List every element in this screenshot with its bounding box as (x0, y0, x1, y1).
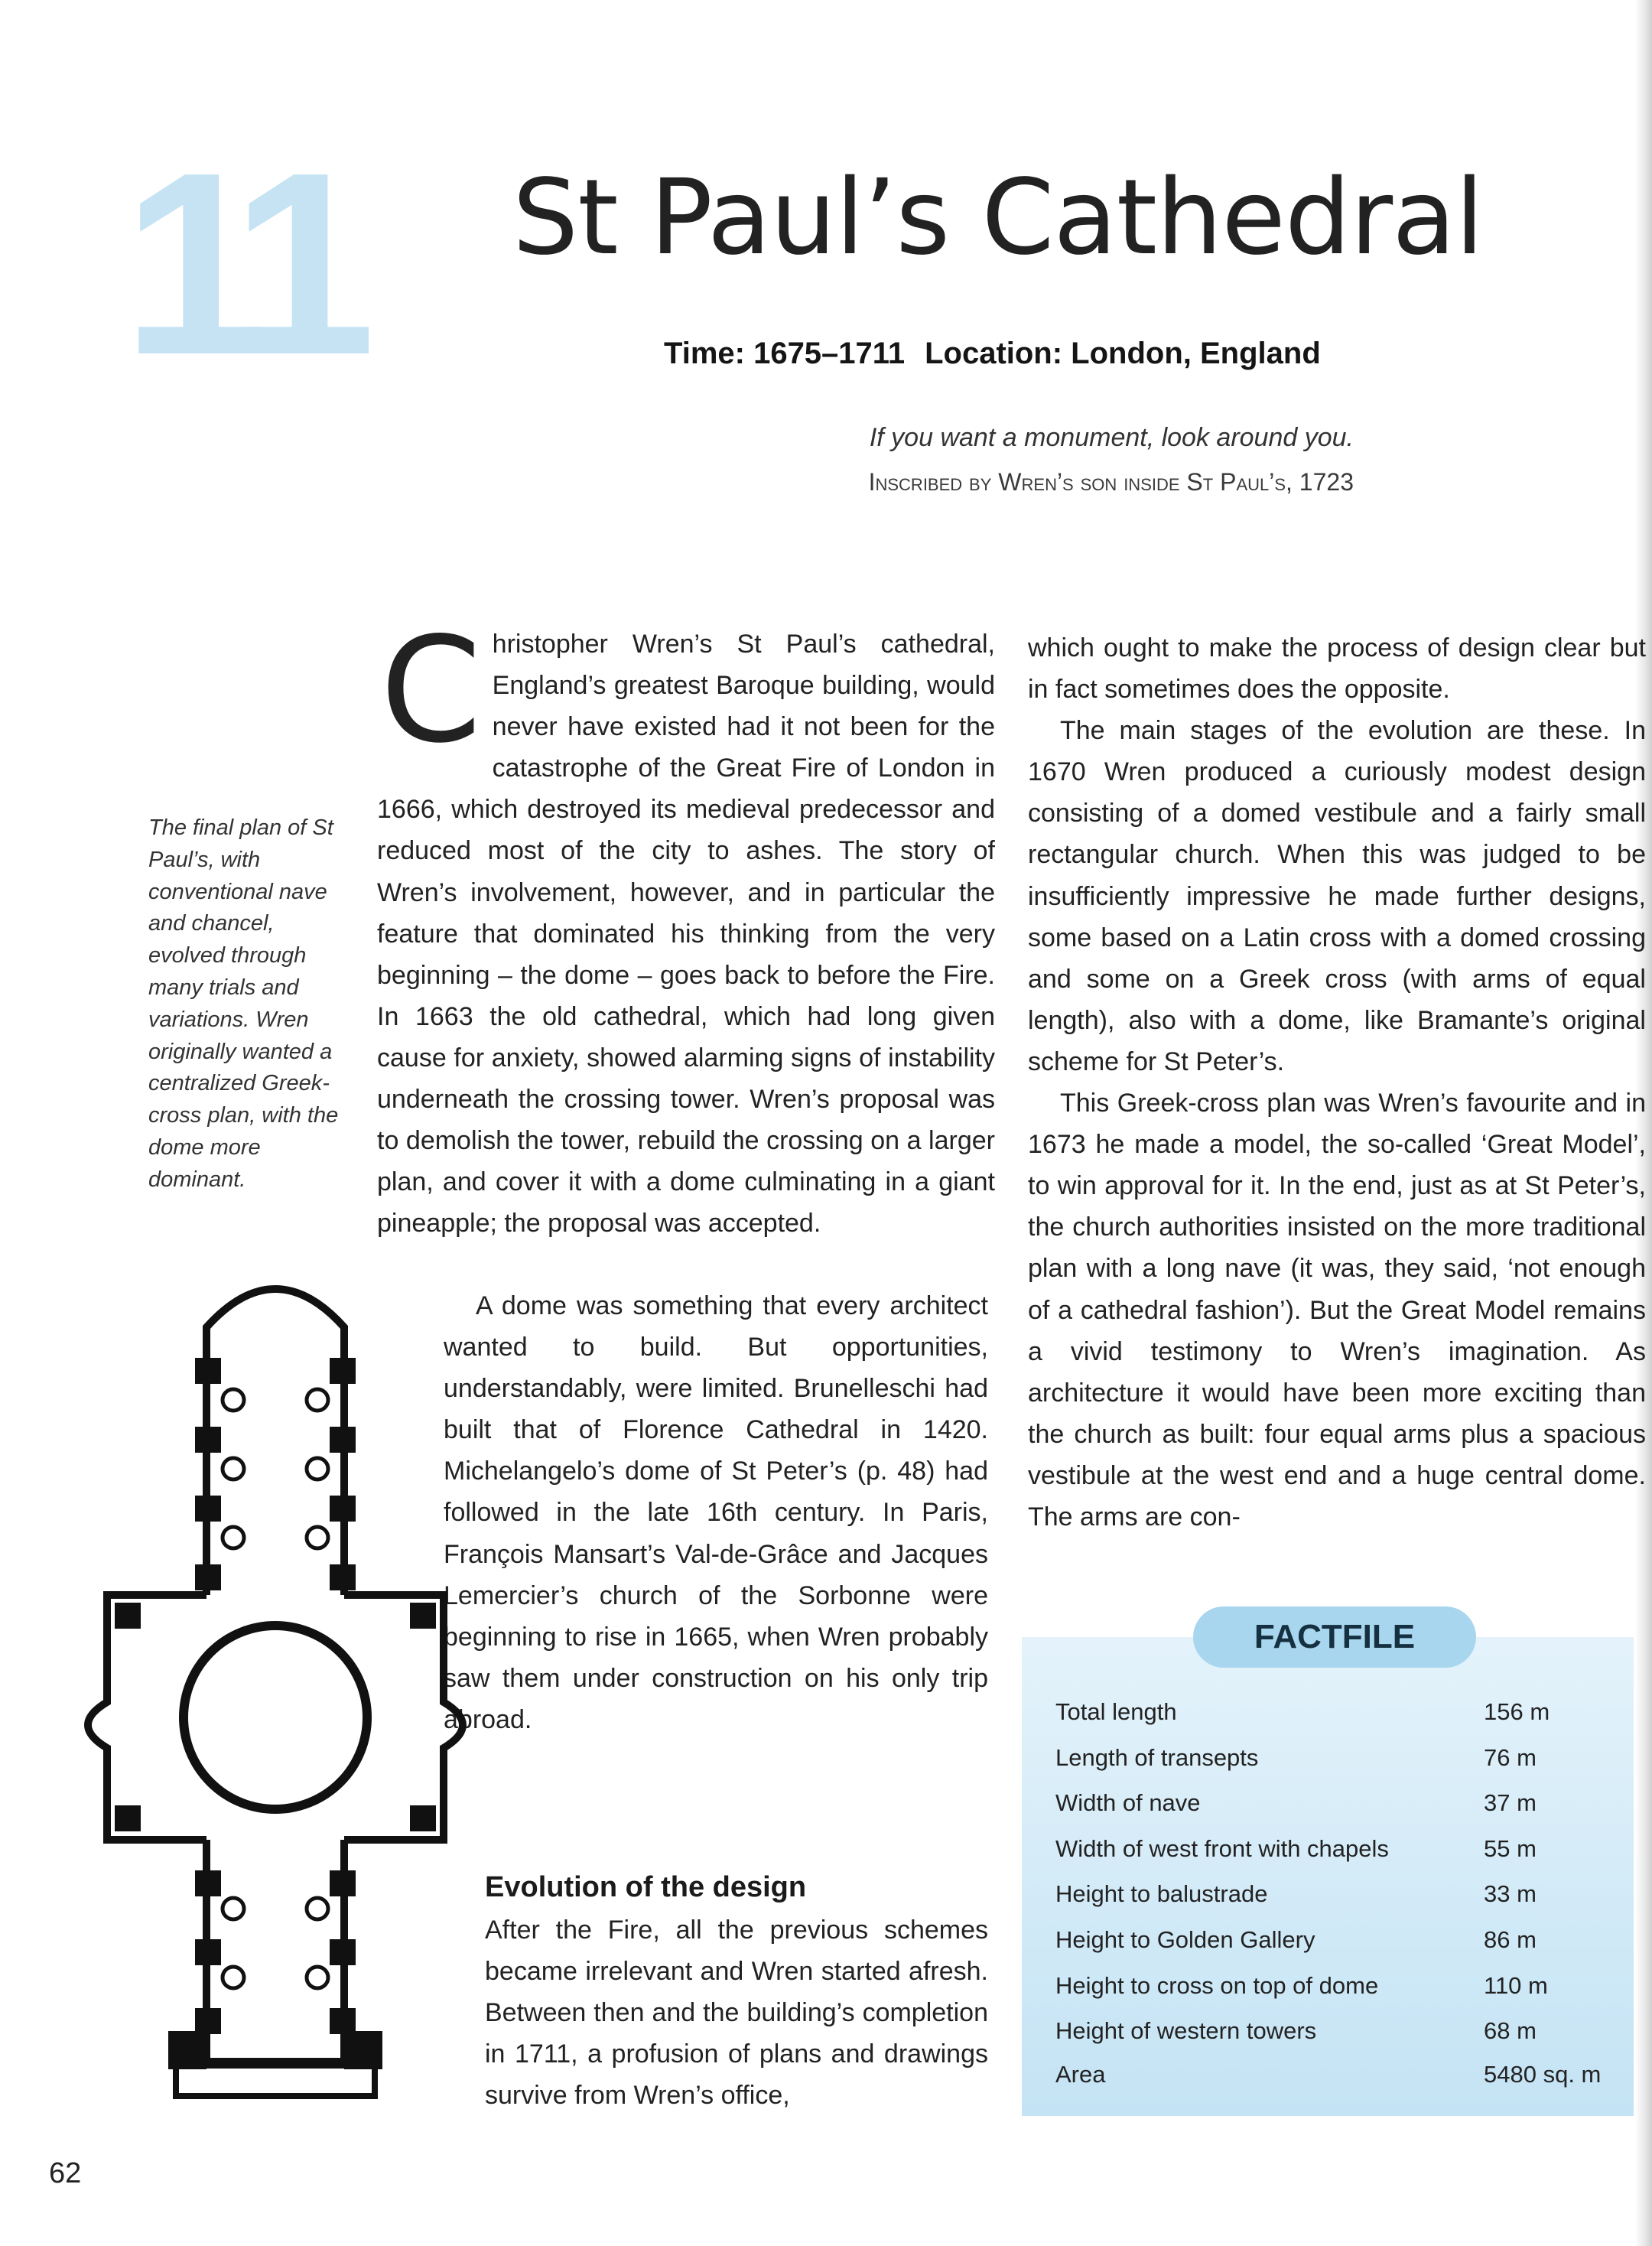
factfile-label: Width of nave (1055, 1789, 1201, 1816)
column-1-paragraph-2: A dome was something that every architect wanted to build. But opportunities, understandably, were limited. Brunelleschi had built that of Florence Cathedral in 1420. Michelangelo’s dome of St Peter’s (p. 48) had followed in the late 16th century. In Paris, François Mansart’s Val-de-Grâce and Jacques Lemercier’s church of the Sorbonne were beginning to rise in 1665, when Wren probably saw them under construction on his only trip abroad. (444, 1291, 988, 1734)
factfile-row (1055, 2061, 1602, 2088)
factfile-value: 86 m (1484, 1926, 1537, 1953)
factfile-label: Height to Golden Gallery (1055, 1926, 1315, 1953)
factfile-label: Height to cross on top of dome (1055, 1972, 1379, 1999)
factfile-value: 110 m (1484, 1972, 1548, 1999)
factfile-row (1055, 1789, 1591, 1817)
column-2-paragraph-2: The main stages of the evolution are these. In 1670 Wren produced a curiously modest design consisting of a domed vestibule and a fairly small rectangular church. When this was judged to be insufficiently impressive he made further designs, some based on a Latin cross with a domed crossing and some on a Greek cross (with arms of equal length), also with a dome, like Bramante’s original scheme for St Peter’s. (1028, 716, 1646, 1076)
column-2 (1028, 627, 1646, 1538)
factfile-label: Height of western towers (1055, 2017, 1317, 2044)
factfile-label: Width of west front with chapels (1055, 1835, 1389, 1862)
floor-plan-illustration (61, 1235, 489, 2115)
column-1-bottom (485, 1909, 988, 2116)
factfile-value: 37 m (1484, 1789, 1537, 1816)
page-title: St Paul’s Cathedral (512, 158, 1484, 278)
column-1-paragraph-1: hristopher Wren’s St Paul’s cathedral, England’s greatest Baroque building, would never have existed had it not been for the catastrophe of the Great Fire of London in 1666, which destroyed its medieval predecessor and reduced most of the city to ashes. The story of Wren’s involvement, however, and in particular the feature that dominated his thinking from the very beginning – the dome – goes back to before the Fire. In 1663 the old cathedral, which had long given cause for anxiety, showed alarming signs of instability underneath the crossing tower. Wren’s proposal was to demolish the tower, rebuild the crossing on a larger plan, and cover it with a dome culminating in a giant pineapple; the proposal was accepted. (377, 630, 995, 1239)
factfile-value: 68 m (1484, 2017, 1537, 2044)
factfile-row (1055, 1972, 1591, 2000)
factfile-value: 5480 sq. m (1484, 2061, 1602, 2088)
drop-cap: C (380, 623, 482, 775)
epigraph-source: Inscribed by Wren’s son inside St Paul’s, 1723 (868, 468, 1354, 496)
column-1-paragraph-2-wrap (444, 1285, 988, 1740)
factfile-value: 55 m (1484, 1835, 1537, 1862)
factfile-label: Height to balustrade (1055, 1880, 1268, 1907)
factfile-row (1055, 1926, 1591, 1954)
column-2-paragraph-3: This Greek-cross plan was Wren’s favourite and in 1673 he made a model, the so-called ‘Great Model’, to win approval for it. In the end, just as at St Peter’s, the church authorities insisted on the more traditional plan with a long nave (it was, they said, ‘not enough of a cathedral fashion’). But the Great Model remains a vivid testimony to Wren’s imagination. As architecture it would have been more exciting than the church as built: four equal arms plus a spacious vestibule at the west end and a huge central dome. The arms are con- (1028, 1089, 1646, 1532)
west-steps-outline (176, 2065, 375, 2096)
factfile-value: 33 m (1484, 1880, 1537, 1907)
factfile-row (1055, 1880, 1591, 1908)
factfile-row (1055, 1835, 1591, 1863)
factfile-label: Area (1055, 2061, 1106, 2088)
factfile-row (1055, 1744, 1591, 1772)
nave-outline (206, 1840, 344, 2062)
dome-circle (184, 1626, 367, 1809)
time-label: Time: 1675–1711 (664, 337, 906, 370)
section-heading: Evolution of the design (485, 1871, 807, 1903)
meta-line (664, 337, 1321, 371)
factfile-label: Length of transepts (1055, 1744, 1259, 1771)
factfile-row (1055, 2017, 1591, 2045)
epigraph-quote: If you want a monument, look around you. (869, 423, 1354, 452)
column-1-top (377, 623, 995, 1258)
factfile-value: 156 m (1484, 1698, 1550, 1725)
figure-caption: The final plan of St Paul’s, with conventional nave and chancel, evolved through many trials and variations. Wren originally wanted a centralized Greek-cross plan, with the dome more dominant. (148, 815, 339, 1192)
choir-outline (206, 1289, 344, 1595)
factfile-row (1055, 1698, 1591, 1726)
chapter-number: 11 (122, 119, 355, 409)
page-number: 62 (49, 2157, 82, 2189)
factfile-title: FACTFILE (1193, 1606, 1476, 1668)
column-2-paragraph-1: which ought to make the process of design clear but in fact sometimes does the opposite. (1028, 633, 1646, 705)
column-1-paragraph-3: After the Fire, all the previous schemes became irrelevant and Wren started afresh. Between then and the building’s completion in 1711, a profusion of plans and drawings survive from Wren’s office, (485, 1916, 988, 2111)
location-label: Location: London, England (925, 337, 1321, 370)
factfile-value: 76 m (1484, 1744, 1537, 1771)
factfile-label: Total length (1055, 1698, 1177, 1725)
